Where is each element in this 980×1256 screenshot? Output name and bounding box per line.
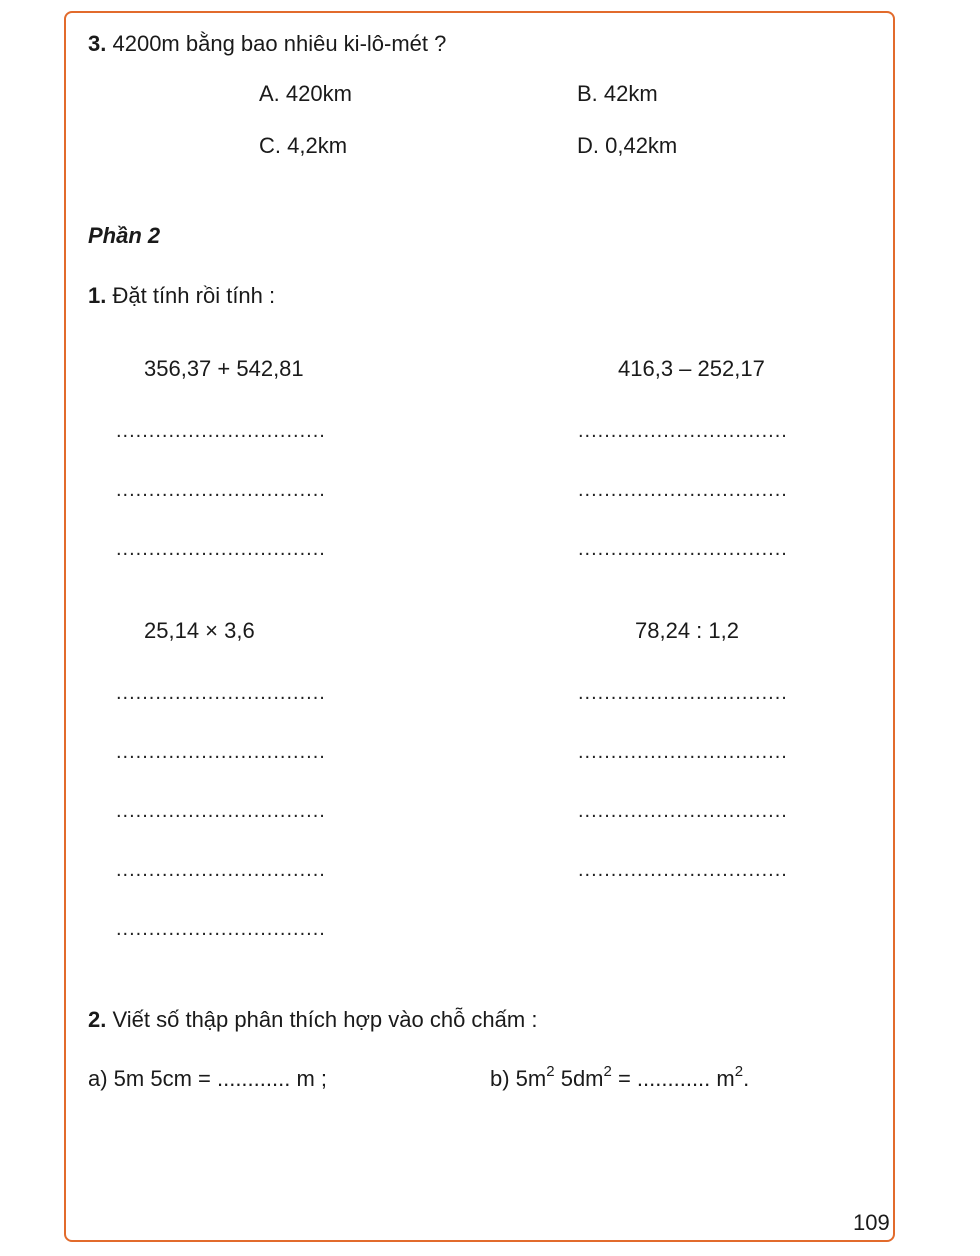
- answer-line: ................................: [116, 538, 326, 560]
- expression-multiplication: 25,14 × 3,6: [144, 618, 255, 643]
- question-1-text: Đặt tính rồi tính :: [112, 283, 276, 308]
- question-2-number: 2.: [88, 1007, 107, 1032]
- q2b-text-1: b) 5m: [490, 1066, 547, 1091]
- expression-subtraction: 416,3 – 252,17: [618, 356, 765, 381]
- question-2b: [490, 1063, 750, 1092]
- answer-line: ................................: [578, 859, 788, 881]
- answer-line: ................................: [116, 800, 326, 822]
- answer-line: ................................: [116, 420, 326, 442]
- question-1: [88, 283, 275, 309]
- answer-line: ................................: [578, 538, 788, 560]
- q2b-text-3: = ............ m: [611, 1066, 735, 1091]
- option-a: A. 420km: [259, 81, 352, 106]
- expression-addition: 356,37 + 542,81: [144, 356, 304, 381]
- question-2: [88, 1007, 537, 1033]
- question-3-text: 4200m bằng bao nhiêu ki-lô-mét ?: [112, 31, 447, 56]
- question-3-number: 3.: [88, 31, 107, 56]
- question-1-number: 1.: [88, 283, 107, 308]
- answer-line: ................................: [116, 479, 326, 501]
- answer-line: ................................: [578, 420, 788, 442]
- option-b: B. 42km: [577, 81, 658, 106]
- section-title: Phần 2: [88, 223, 161, 248]
- option-c: C. 4,2km: [259, 133, 348, 158]
- answer-line: ................................: [578, 741, 788, 763]
- q2b-sup-2: 2: [603, 1063, 612, 1080]
- option-d: D. 0,42km: [577, 133, 678, 158]
- q2b-text-4: .: [743, 1066, 750, 1091]
- q2b-sup-3: 2: [734, 1063, 744, 1080]
- q2b-sup-1: 2: [546, 1063, 555, 1080]
- q2b-text-2: 5dm: [554, 1066, 604, 1091]
- expression-division: 78,24 : 1,2: [635, 618, 739, 643]
- question-2-text: Viết số thập phân thích hợp vào chỗ chấm :: [112, 1007, 538, 1032]
- answer-line: ................................: [578, 682, 788, 704]
- question-3: [88, 31, 446, 57]
- question-2a: a) 5m 5cm = ............ m ;: [88, 1066, 327, 1091]
- answer-line: ................................: [116, 918, 326, 940]
- answer-line: ................................: [578, 479, 788, 501]
- answer-line: ................................: [116, 682, 326, 704]
- answer-line: ................................: [116, 741, 326, 763]
- answer-line: ................................: [116, 859, 326, 881]
- answer-line: ................................: [578, 800, 788, 822]
- page-number: 109: [853, 1210, 890, 1235]
